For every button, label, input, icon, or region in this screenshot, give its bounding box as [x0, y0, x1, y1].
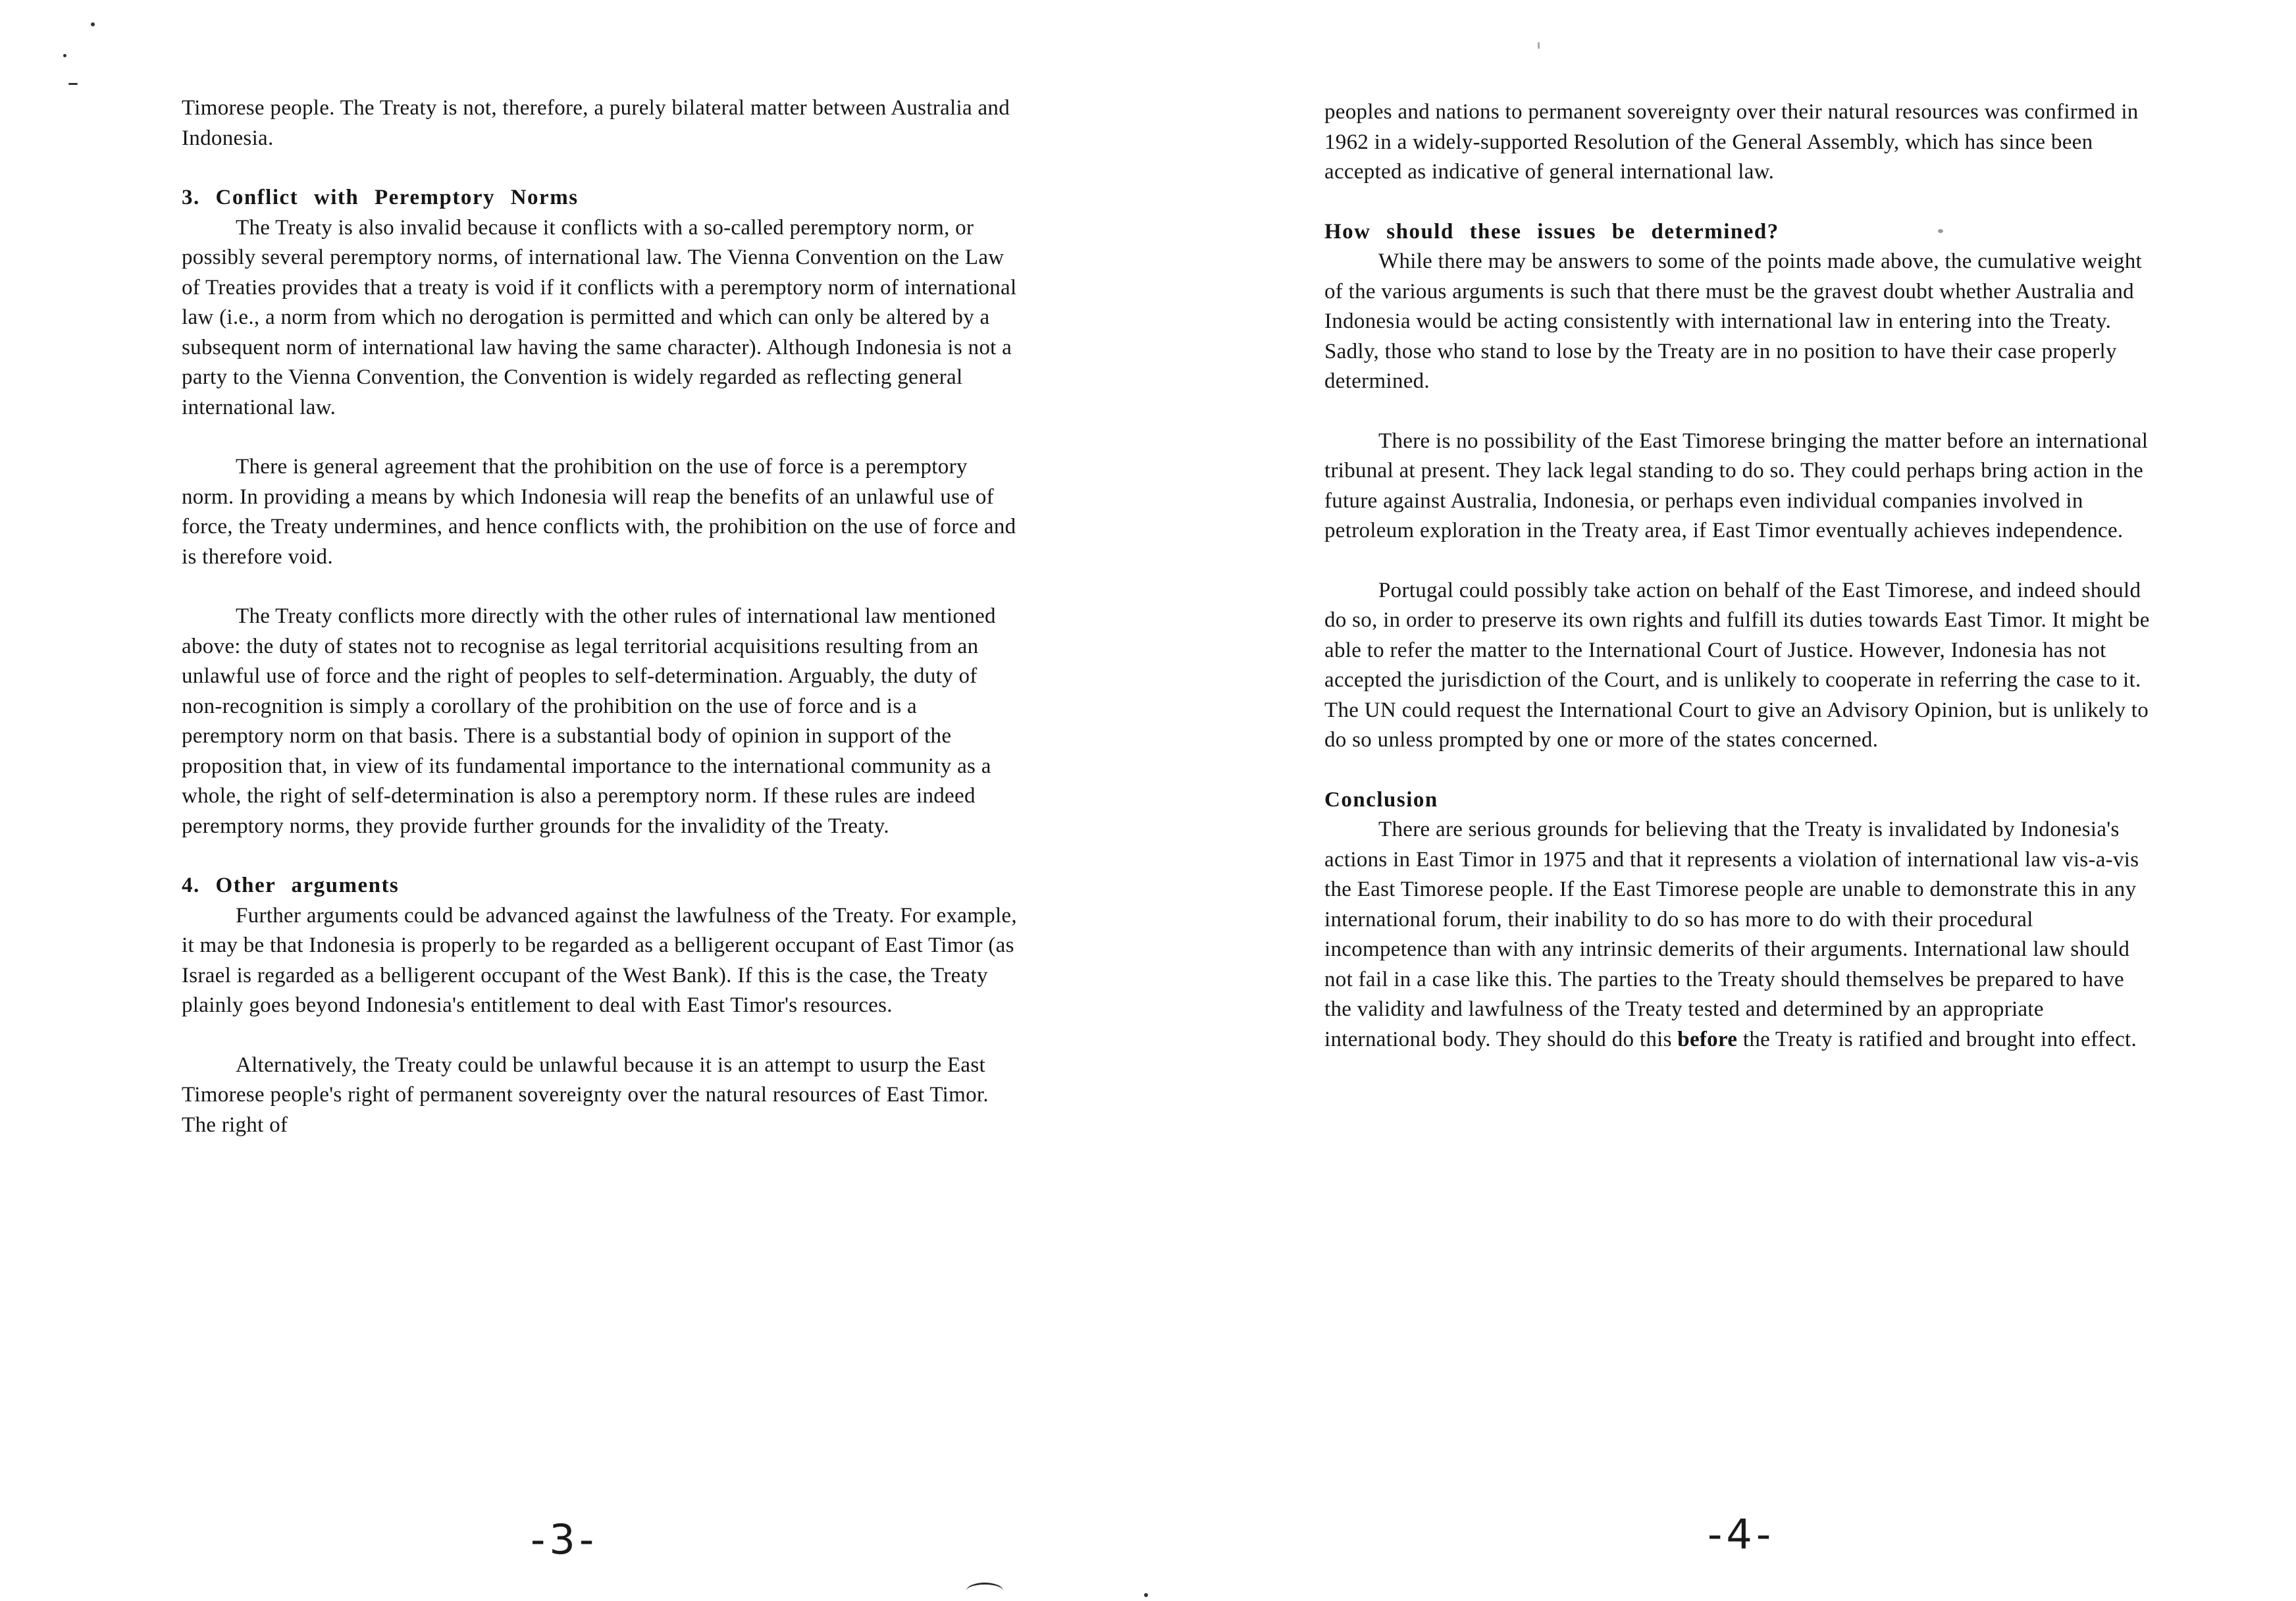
paragraph-gap	[182, 572, 1018, 602]
left-intro-paragraph: Timorese people. The Treaty is not, therefore, a purely bilateral matter between Australia and Indonesia.	[182, 96, 1010, 150]
determination-heading: How should these issues be determined?	[1324, 219, 1779, 244]
right-text-column	[1324, 97, 2154, 1055]
paragraph-gap	[1324, 397, 2154, 427]
paragraph-gap	[1324, 756, 2154, 785]
conclusion-text-before: There are serious grounds for believing that the Treaty is invalidated by Indonesia's actions in East Timor in 1975 and that it represents a violation of international law vis-a-vis the East Timorese people. If the East Timorese people are unable to demonstrate this in any international forum, their inability to do so has more to do with their procedural incompetence than with any intrinsic demerits of their arguments. International law should not fail in a case like this. The parties to the Treaty should themselves be prepared to have the validity and lawfulness of the Treaty tested and determined by an appropriate international body. They should do this	[1324, 818, 2139, 1051]
paragraph-gap	[182, 1021, 1018, 1051]
scan-speck	[68, 83, 78, 85]
section-3-paragraph-3: The Treaty conflicts more directly with the other rules of international law mentioned above: the duty of states not to recognise as legal territorial acquisitions resulting from an unlawful use of force and the right of peoples to self-determination. Arguably, the duty of non-recognition is simply a corollary of the prohibition on the use of force and is a peremptory norm on that basis. There is a substantial body of opinion in support of the proposition that, in view of its fundamental importance to the international community as a whole, the right of self-determination is also a peremptory norm. If these rules are indeed peremptory norms, they provide further grounds for the invalidity of the Treaty.	[182, 604, 996, 838]
scan-mark	[966, 1583, 1003, 1599]
scan-speck	[63, 54, 66, 57]
right-intro-paragraph: peoples and nations to permanent sovereignty over their natural resources was confirmed in 1962 in a widely-supported Resolution of the General Assembly, which has since been accepted as indicative of general international law.	[1324, 100, 2139, 184]
determination-paragraph-1: While there may be answers to some of the points made above, the cumulative weight of the various arguments is such that there must be the gravest doubt whether Australia and Indonesia would be acting consistently with international law in entering into the Treaty. Sadly, those who stand to lose by the Treaty are in no position to have their case properly determined.	[1324, 249, 2143, 393]
conclusion-paragraph	[1324, 815, 2154, 1055]
section-3-heading: 3. Conflict with Peremptory Norms	[182, 186, 579, 209]
scan-speck	[1538, 42, 1540, 49]
determination-paragraph-2: There is no possibility of the East Timorese bringing the matter before an international tribunal at present. They lack legal standing to do so. They could perhaps bring action in the future against Australia, Indonesia, or perhaps even individual companies involved in petroleum exploration in the Treaty area, if East Timor eventually achieves independence.	[1324, 429, 2149, 542]
paragraph-gap	[182, 153, 1018, 183]
paragraph-gap	[182, 423, 1018, 452]
scan-speck	[91, 22, 95, 26]
section-3-paragraph-1: The Treaty is also invalid because it conflicts with a so-called peremptory norm, or possibly several peremptory norms, of international law. The Vienna Convention on the Law of Treaties provides that a treaty is void if it conflicts with a peremptory norm of international law (i.e., a norm from which no derogation is permitted and which can only be altered by a subsequent norm of international law having the same character). Although Indonesia is not a party to the Vienna Convention, the Convention is widely regarded as reflecting general international law.	[182, 215, 1017, 419]
conclusion-text-after: the Treaty is ratified and brought into effect.	[1742, 1027, 2137, 1051]
scan-speck	[1938, 229, 1943, 233]
section-4-heading: 4. Other arguments	[182, 874, 400, 897]
scan-speck	[1144, 1593, 1148, 1597]
conclusion-heading: Conclusion	[1324, 787, 1438, 812]
determination-paragraph-3: Portugal could possibly take action on behalf of the East Timorese, and indeed should do so, in order to preserve its own rights and fulfill its duties towards East Timor. It might be able to refer the matter to the International Court of Justice. However, Indonesia has not accepted the jurisdiction of the Court, and is unlikely to cooperate in referring the case to it. The UN could request the International Court to give an Advisory Opinion, but is unlikely to do so unless prompted by one or more of the states concerned.	[1324, 578, 2150, 752]
paragraph-gap	[182, 841, 1018, 871]
section-4-paragraph-1: Further arguments could be advanced against the lawfulness of the Treaty. For example, it may be that Indonesia is properly to be regarded as a belligerent occupant of East Timor (as Israel is regarded as a belligerent occupant of the West Bank). If this is the case, the Treaty plainly goes beyond Indonesia's entitlement to deal with East Timor's resources.	[182, 903, 1017, 1017]
paragraph-gap	[1324, 188, 2154, 217]
section-4-paragraph-2: Alternatively, the Treaty could be unlawful because it is an attempt to usurp the East Timorese people's right of permanent sovereignty over the natural resources of East Timor. The right of	[182, 1053, 989, 1137]
conclusion-emphasis-before: before	[1677, 1027, 1738, 1051]
left-text-column	[182, 93, 1018, 1140]
right-page	[1148, 0, 2296, 1601]
page-number-left: -3-	[531, 1515, 598, 1563]
paragraph-gap	[1324, 546, 2154, 576]
page-number-right: -4-	[1708, 1510, 1775, 1558]
section-3-paragraph-2: There is general agreement that the prohibition on the use of force is a peremptory norm. In providing a means by which Indonesia will reap the benefits of an unlawful use of force, the Treaty undermines, and hence conflicts with, the prohibition on the use of force and is therefore void.	[182, 455, 1016, 569]
